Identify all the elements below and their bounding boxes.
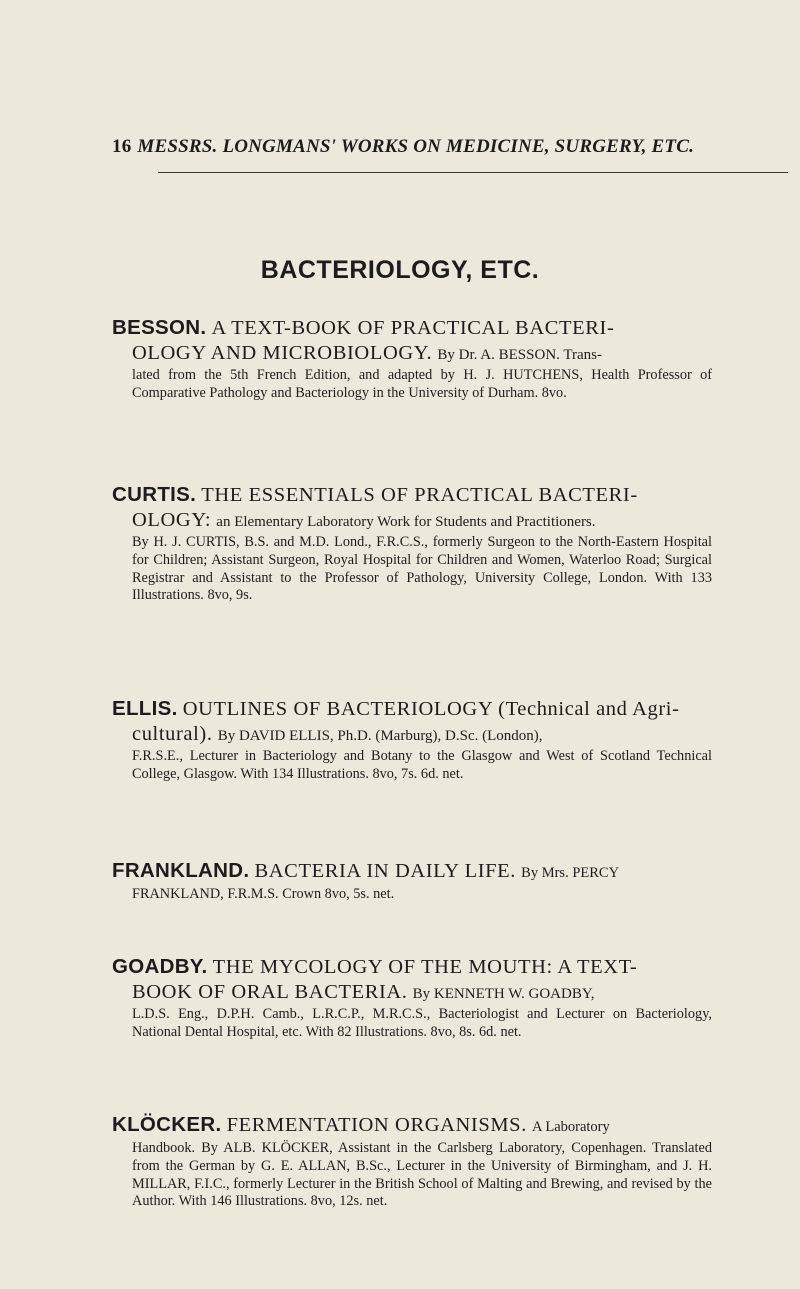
entry-by-line: By KENNETH W. GOADBY, xyxy=(412,986,595,1002)
entry-first-line xyxy=(112,315,712,341)
entry-title-line2: OLOGY AND MICROBIOLOGY. xyxy=(132,342,433,364)
running-title: MESSRS. LONGMANS' WORKS ON MEDICINE, SURGERY, ETC. xyxy=(137,136,695,157)
entry-subtitle: A Laboratory xyxy=(532,1119,610,1135)
entry-title-line2: BOOK OF ORAL BACTERIA. xyxy=(132,981,408,1003)
entry-description: Handbook. By ALB. KLÖCKER, Assistant in the Carlsberg Laboratory, Copenhagen. Translated from the German by G. E. ALLAN, B.Sc., Lecturer in the University of Birmingham, and J. H. MILLAR, F.I.C., formerly Lecturer in the British School of Malting and Brewing, and revised by the Author. With 146 Illustrations. 8vo, 12s. net. xyxy=(132,1140,712,1210)
entry-description: F.R.S.E., Lecturer in Bacteriology and Botany to the Glasgow and West of Scotland Technical College, Glasgow. With 134 Illustrations. 8vo, 7s. 6d. net. xyxy=(132,748,712,782)
entry-title-continued xyxy=(112,341,712,367)
entry-first-line xyxy=(112,482,712,508)
page-number: 16 xyxy=(112,136,132,157)
entry-klocker xyxy=(112,1112,712,1211)
entry-subtitle: an Elementary Laboratory Work for Students and Practitioners. xyxy=(216,514,596,530)
entry-goadby xyxy=(112,954,712,1042)
entry-description: FRANKLAND, F.R.M.S. Crown 8vo, 5s. net. xyxy=(132,886,395,902)
entry-first-line xyxy=(112,858,712,886)
entry-title: THE MYCOLOGY OF THE MOUTH: A TEXT- xyxy=(212,956,638,978)
entry-title: OUTLINES OF BACTERIOLOGY (Technical and Agri- xyxy=(182,698,680,720)
entry-description: By H. J. CURTIS, B.S. and M.D. Lond., F.R.C.S., formerly Surgeon to the North-Eastern Hospital for Children; Assistant Surgeon, Royal Hospital for Children and Women, Waterloo Road; Surgical Registrar and Assistant to the Professor of Pathology, University College, London. With 133 Illustrations. 8vo, 9s. xyxy=(132,534,712,604)
entry-by-line: By Mrs. PERCY xyxy=(521,865,620,881)
entry-title-line2: OLOGY: xyxy=(132,509,212,531)
entry-title: A TEXT-BOOK OF PRACTICAL BACTERI- xyxy=(211,317,615,339)
entry-frankland xyxy=(112,858,712,904)
entry-title: FERMENTATION ORGANISMS. xyxy=(226,1114,527,1136)
entry-description: L.D.S. Eng., D.P.H. Camb., L.R.C.P., M.R.C.S., Bacteriologist and Lecturer on Bacteriology, National Dental Hospital, etc. With 82 Illustrations. 8vo, 8s. 6d. net. xyxy=(132,1006,712,1040)
running-head xyxy=(112,136,712,158)
entry-description: lated from the 5th French Edition, and adapted by H. J. HUTCHENS, Health Professor of Comparative Pathology and Bacteriology in the University of Durham. 8vo. xyxy=(132,367,712,401)
entry-author: GOADBY. xyxy=(112,955,208,978)
entry-first-line xyxy=(112,1112,712,1140)
entry-title-continued xyxy=(112,722,712,748)
entry-author: BESSON. xyxy=(112,316,207,339)
entry-title-continued xyxy=(112,980,712,1006)
section-title: BACTERIOLOGY, ETC. xyxy=(260,256,540,284)
entry-author: FRANKLAND. xyxy=(112,859,250,882)
entry-ellis xyxy=(112,696,712,784)
header-rule xyxy=(158,172,788,173)
entry-first-line xyxy=(112,696,712,722)
entry-besson xyxy=(112,315,712,403)
entry-author: ELLIS. xyxy=(112,697,178,720)
entry-by-line: By DAVID ELLIS, Ph.D. (Marburg), D.Sc. (London), xyxy=(217,728,543,744)
entry-first-line xyxy=(112,954,712,980)
entry-title: BACTERIA IN DAILY LIFE. xyxy=(254,860,517,882)
entry-author: KLÖCKER. xyxy=(112,1113,222,1136)
entry-by-line: By Dr. A. BESSON. Trans- xyxy=(437,347,603,363)
entry-title-continued xyxy=(112,508,712,534)
entry-title-line2: cultural). xyxy=(132,723,213,745)
entry-title: THE ESSENTIALS OF PRACTICAL BACTERI- xyxy=(201,484,638,506)
entry-curtis xyxy=(112,482,712,605)
entry-author: CURTIS. xyxy=(112,483,197,506)
